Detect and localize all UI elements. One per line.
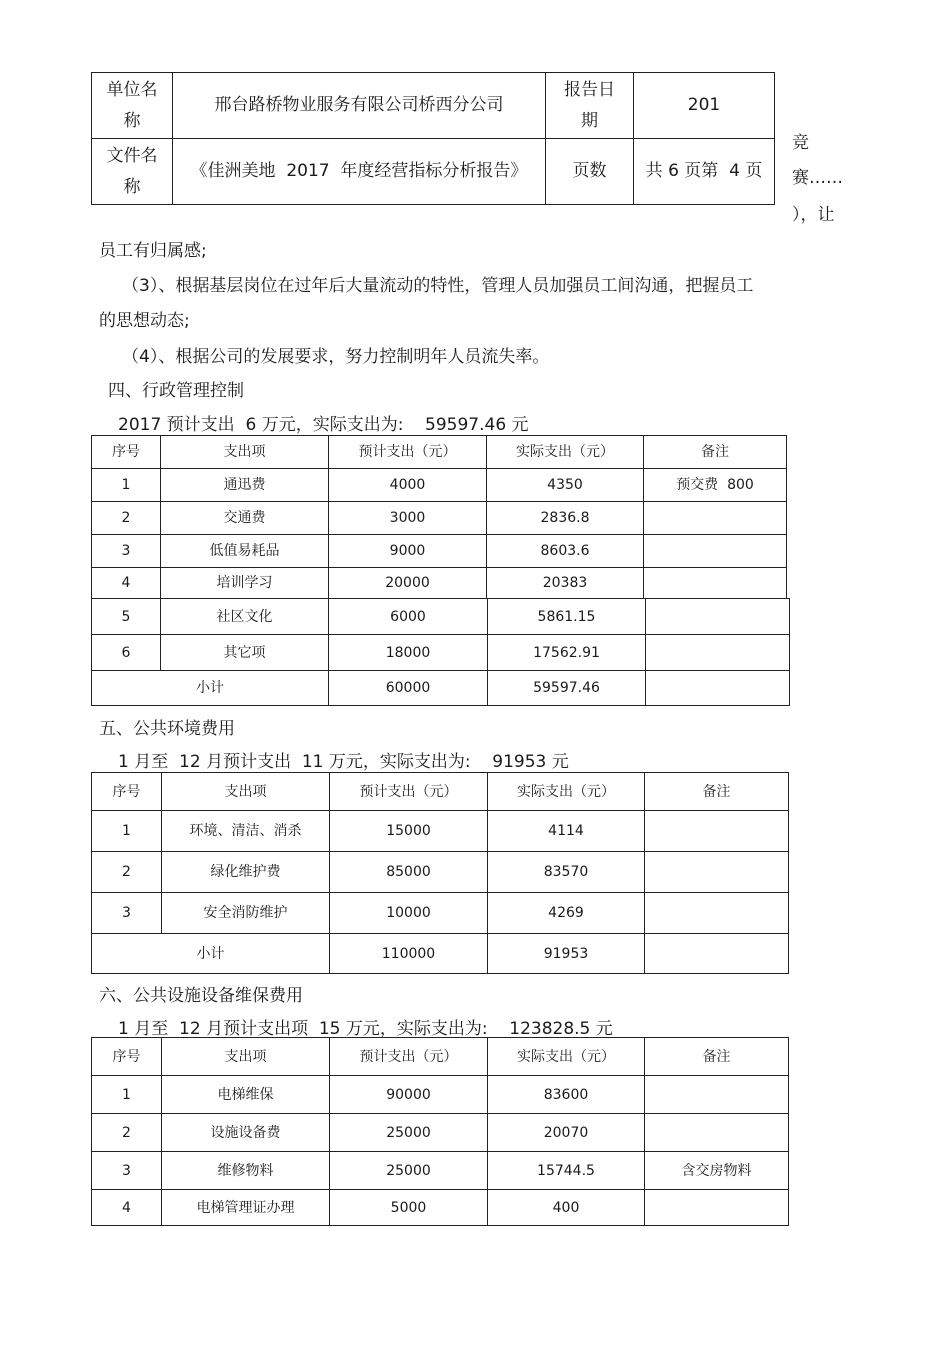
side-text-3: ），让	[792, 205, 835, 225]
cell-actual: 20070	[488, 1114, 645, 1152]
cell-note	[646, 599, 790, 635]
col-header-index: 序号	[92, 436, 161, 469]
file-label-line1: 文件名	[106, 145, 158, 166]
col-header-actual: 实际支出（元）	[487, 436, 644, 469]
cell-note	[645, 1190, 789, 1226]
col-header-index: 序号	[92, 1038, 162, 1076]
table-header-row	[92, 1038, 789, 1076]
cell-actual: 83600	[488, 1076, 645, 1114]
subtotal-label: 小计	[92, 671, 329, 706]
cell-item: 绿化维护费	[162, 852, 330, 893]
cell-item: 社区文化	[161, 599, 329, 635]
cell-actual: 20383	[487, 568, 644, 599]
cell-item: 安全消防维护	[162, 893, 330, 934]
side-text-1: 竞	[792, 133, 809, 153]
date-label-line2: 期	[581, 110, 598, 131]
cell-item: 设施设备费	[162, 1114, 330, 1152]
section-5-heading: 五、公共环境费用	[99, 719, 235, 739]
cell-note	[645, 1076, 789, 1114]
table-row	[92, 568, 787, 599]
col-header-budget: 预计支出（元）	[329, 436, 487, 469]
environment-expense-table	[91, 772, 789, 974]
table-row	[92, 852, 789, 893]
unit-label-line2: 称	[123, 110, 141, 131]
table-header-row	[92, 773, 789, 811]
section-6-heading: 六、公共设施设备维保费用	[99, 986, 303, 1006]
section-5-summary: 1 月至 12 月预计支出 11 万元，实际支出为: 91953 元	[118, 752, 569, 772]
cell-budget: 10000	[330, 893, 488, 934]
unit-label-cell	[92, 73, 173, 139]
cell-actual: 4269	[488, 893, 645, 934]
table-row	[92, 1076, 789, 1114]
cell-item: 其它项	[161, 635, 329, 671]
cell-item: 电梯维保	[162, 1076, 330, 1114]
subtotal-label: 小计	[92, 934, 330, 974]
date-value-cell: 201	[634, 73, 775, 139]
cell-item: 电梯管理证办理	[162, 1190, 330, 1226]
cell-index: 3	[92, 893, 162, 934]
cell-index: 1	[92, 811, 162, 852]
cell-index: 1	[92, 469, 161, 502]
table-row	[92, 811, 789, 852]
cell-budget: 5000	[330, 1190, 488, 1226]
subtotal-row	[92, 934, 789, 974]
col-header-note: 备注	[644, 436, 787, 469]
table-row	[92, 635, 790, 671]
unit-name-cell: 邢台路桥物业服务有限公司桥西分公司	[173, 73, 546, 139]
col-header-budget: 预计支出（元）	[330, 773, 488, 811]
cell-budget: 3000	[329, 502, 487, 535]
table-row	[92, 502, 787, 535]
cell-index: 2	[92, 502, 161, 535]
cell-index: 4	[92, 1190, 162, 1226]
col-header-note: 备注	[645, 1038, 789, 1076]
cell-note	[645, 811, 789, 852]
cell-note	[645, 1114, 789, 1152]
admin-expense-table-bottom	[91, 598, 790, 706]
cell-budget: 20000	[329, 568, 487, 599]
cell-actual: 4114	[488, 811, 645, 852]
col-header-actual: 实际支出（元）	[488, 773, 645, 811]
subtotal-budget: 110000	[330, 934, 488, 974]
section-4-heading: 四、行政管理控制	[108, 381, 244, 401]
cell-index: 2	[92, 852, 162, 893]
subtotal-actual: 91953	[488, 934, 645, 974]
cell-budget: 15000	[330, 811, 488, 852]
cell-note	[645, 934, 789, 974]
col-header-item: 支出项	[161, 436, 329, 469]
cell-item: 低值易耗品	[161, 535, 329, 568]
cell-budget: 9000	[329, 535, 487, 568]
cell-index: 4	[92, 568, 161, 599]
table-row	[92, 1152, 789, 1190]
paragraph-2b: 的思想动态;	[99, 311, 190, 331]
file-label-line2: 称	[123, 176, 141, 197]
cell-note	[644, 568, 787, 599]
cell-budget: 85000	[330, 852, 488, 893]
unit-label-line1: 单位名	[106, 79, 158, 100]
cell-index: 6	[92, 635, 161, 671]
cell-note	[644, 502, 787, 535]
cell-item: 培训学习	[161, 568, 329, 599]
cell-actual: 2836.8	[487, 502, 644, 535]
table-row	[92, 599, 790, 635]
admin-expense-table-top	[91, 435, 787, 599]
col-header-index: 序号	[92, 773, 162, 811]
side-text-2: 赛……	[792, 168, 843, 188]
cell-actual: 17562.91	[488, 635, 646, 671]
section-4-summary: 2017 预计支出 6 万元，实际支出为: 59597.46 元	[118, 415, 529, 435]
table-row	[92, 1114, 789, 1152]
table-row	[92, 469, 787, 502]
col-header-budget: 预计支出（元）	[330, 1038, 488, 1076]
cell-item: 通迅费	[161, 469, 329, 502]
cell-actual: 400	[488, 1190, 645, 1226]
cell-index: 3	[92, 1152, 162, 1190]
cell-note	[646, 671, 790, 706]
col-header-note: 备注	[645, 773, 789, 811]
report-header-table	[91, 72, 775, 205]
cell-index: 3	[92, 535, 161, 568]
paragraph-3: （4）、根据公司的发展要求，努力控制明年人员流失率。	[122, 347, 550, 367]
file-label-cell	[92, 139, 173, 205]
subtotal-row	[92, 671, 790, 706]
cell-budget: 18000	[329, 635, 488, 671]
cell-note	[644, 535, 787, 568]
cell-index: 2	[92, 1114, 162, 1152]
pages-value-cell: 共 6 页第 4 页	[634, 139, 775, 205]
cell-item: 维修物料	[162, 1152, 330, 1190]
cell-note: 预交费 800	[644, 469, 787, 502]
cell-actual: 4350	[487, 469, 644, 502]
cell-item: 环境、清洁、消杀	[162, 811, 330, 852]
pages-label-cell: 页数	[546, 139, 634, 205]
cell-actual: 8603.6	[487, 535, 644, 568]
cell-actual: 15744.5	[488, 1152, 645, 1190]
cell-budget: 4000	[329, 469, 487, 502]
subtotal-budget: 60000	[329, 671, 488, 706]
date-label-cell	[546, 73, 634, 139]
col-header-item: 支出项	[162, 773, 330, 811]
table-header-row	[92, 436, 787, 469]
col-header-actual: 实际支出（元）	[488, 1038, 645, 1076]
cell-actual: 83570	[488, 852, 645, 893]
file-name-cell: 《佳洲美地 2017 年度经营指标分析报告》	[173, 139, 546, 205]
cell-budget: 90000	[330, 1076, 488, 1114]
cell-actual: 5861.15	[488, 599, 646, 635]
cell-budget: 25000	[330, 1114, 488, 1152]
cell-note	[645, 893, 789, 934]
paragraph-1: 员工有归属感;	[99, 241, 207, 261]
cell-index: 5	[92, 599, 161, 635]
table-row	[92, 1190, 789, 1226]
paragraph-2a: （3）、根据基层岗位在过年后大量流动的特性，管理人员加强员工间沟通，把握员工	[122, 276, 754, 296]
cell-item: 交通费	[161, 502, 329, 535]
cell-index: 1	[92, 1076, 162, 1114]
facility-maintenance-table	[91, 1037, 789, 1226]
date-label-line1: 报告日	[564, 79, 615, 100]
subtotal-actual: 59597.46	[488, 671, 646, 706]
cell-budget: 25000	[330, 1152, 488, 1190]
table-row	[92, 535, 787, 568]
cell-note	[645, 852, 789, 893]
section-6-summary: 1 月至 12 月预计支出项 15 万元，实际支出为: 123828.5 元	[118, 1019, 613, 1039]
col-header-item: 支出项	[162, 1038, 330, 1076]
table-row	[92, 893, 789, 934]
cell-budget: 6000	[329, 599, 488, 635]
cell-note	[646, 635, 790, 671]
cell-note: 含交房物料	[645, 1152, 789, 1190]
